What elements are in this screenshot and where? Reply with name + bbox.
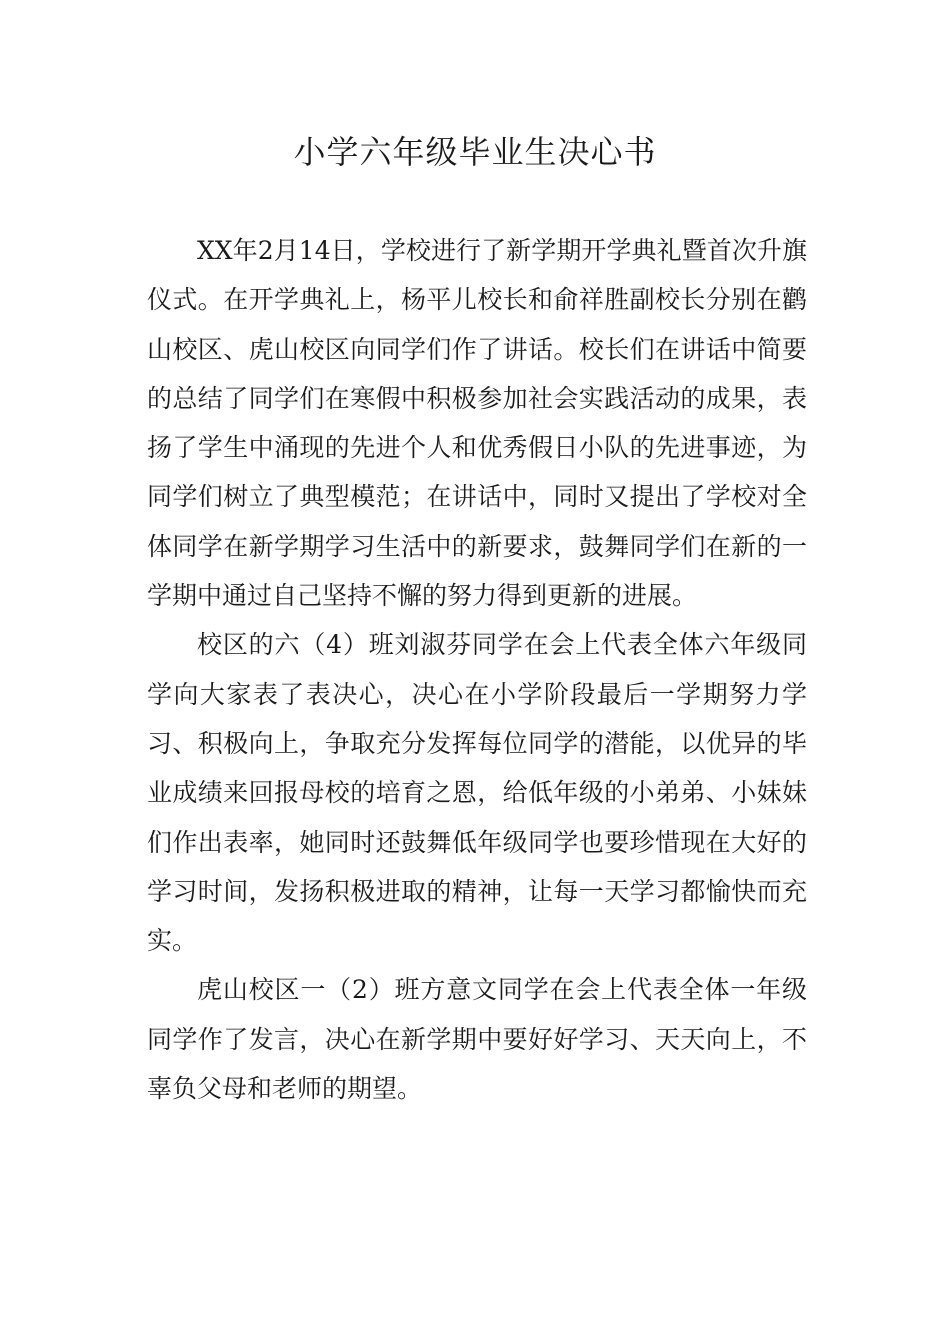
document-body: [147, 226, 807, 1113]
paragraph-grade-six-pledge: 校区的六（4）班刘淑芬同学在会上代表全体六年级同学向大家表了表决心，决心在小学阶段最后一学期努力学习、积极向上，争取充分发挥每位同学的潜能，以优异的毕业成绩来回报母校的培育之恩，给低年级的小弟弟、小妹妹们作出表率，她同时还鼓舞低年级同学也要珍惜现在大好的学习时间，发扬积极进取的精神，让每一天学习都愉快而充实。: [147, 630, 807, 956]
document-title: 小学六年级毕业生决心书: [293, 133, 657, 171]
paragraph-opening-ceremony: XX年2月14日，学校进行了新学期开学典礼暨首次升旗仪式。在开学典礼上，杨平儿校长和俞祥胜副校长分别在鹳山校区、虎山校区向同学们作了讲话。校长们在讲话中简要的总结了同学们在寒假中积极参加社会实践活动的成果，表扬了学生中涌现的先进个人和优秀假日小队的先进事迹，为同学们树立了典型模范；在讲话中，同时又提出了学校对全体同学在新学期学习生活中的新要求，鼓舞同学们在新的一学期中通过自己坚持不懈的努力得到更新的进展。: [147, 236, 807, 611]
paragraph-grade-one-speech: 虎山校区一（2）班方意文同学在会上代表全体一年级同学作了发言，决心在新学期中要好好学习、天天向上，不辜负父母和老师的期望。: [147, 975, 807, 1104]
